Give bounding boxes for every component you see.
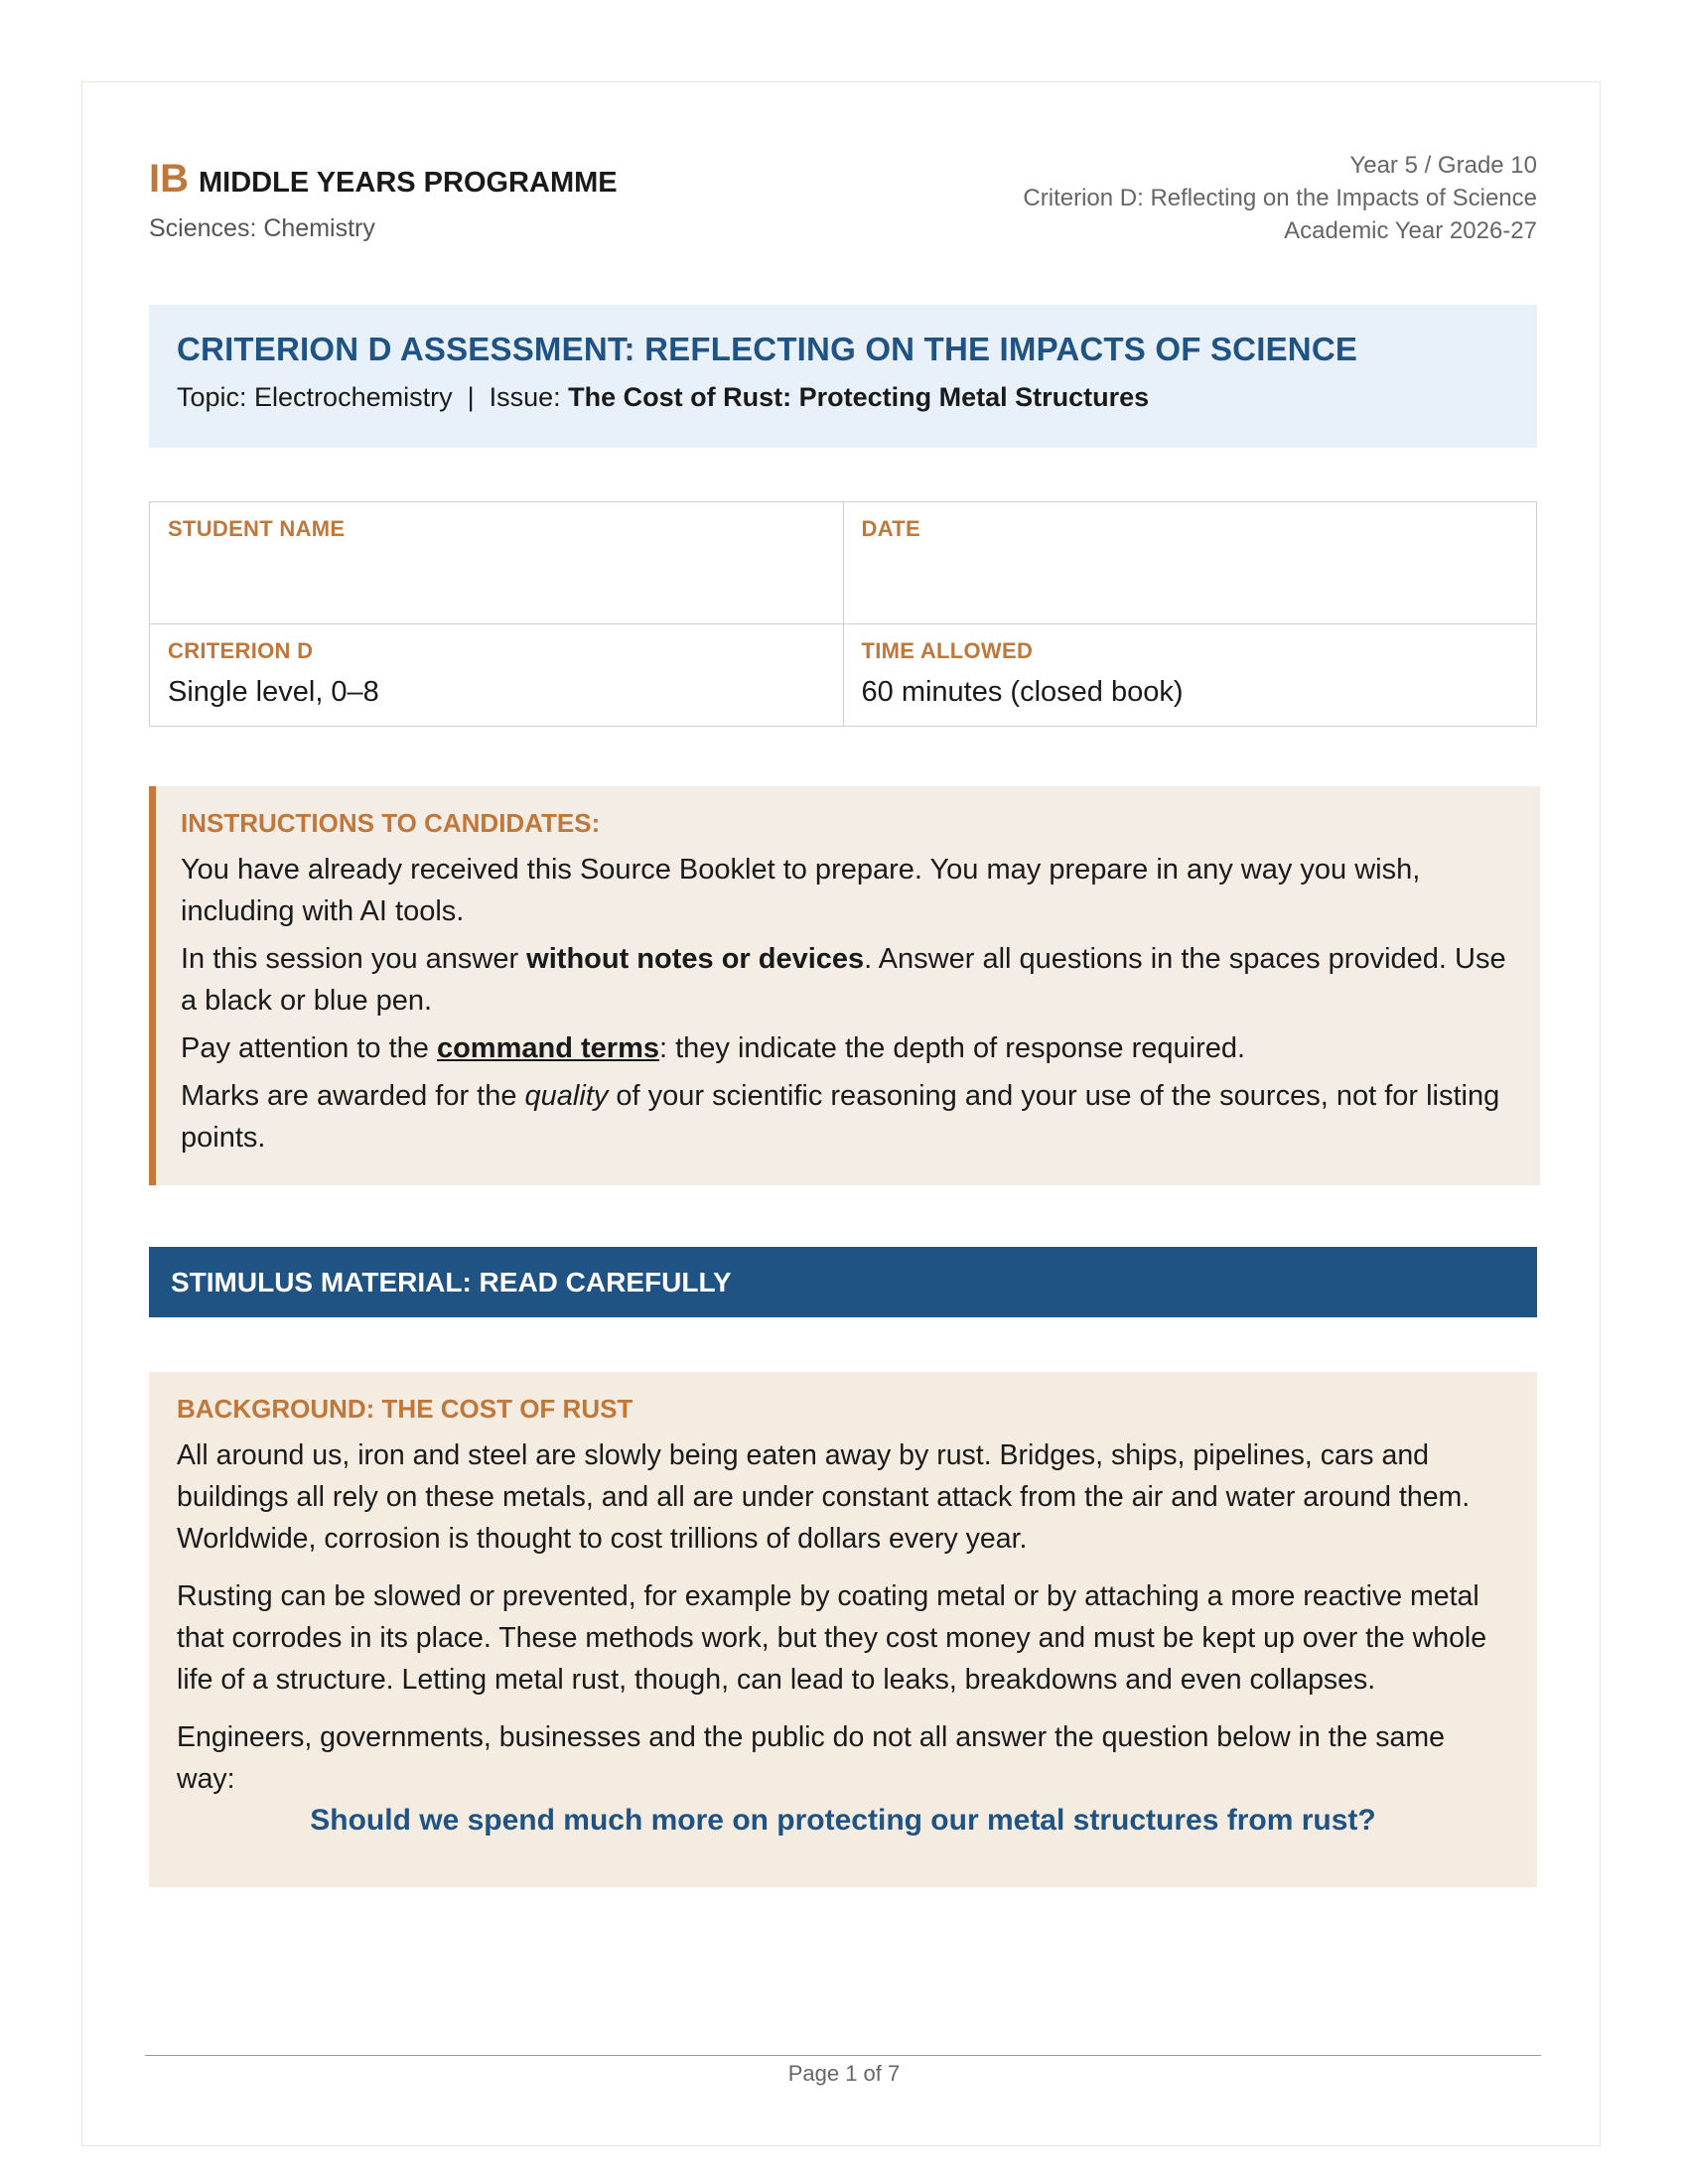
instruction-text: In this session you answer	[181, 943, 527, 975]
criterion-label: CRITERION D	[168, 638, 314, 663]
instruction-text: of your scientific reasoning and your use of the sources, not for listing points.	[181, 1080, 1500, 1154]
instruction-text: Marks are awarded for the	[181, 1080, 525, 1112]
background-paragraph: Rusting can be slowed or prevented, for example by coating metal or by attaching a more reactive metal that corrodes in its place. These methods work, but they cost money and must be kept up over the whole life of a structure. Letting metal rust, though, can lead to leaks, breakdowns and even collapses.	[177, 1580, 1487, 1696]
criterion-value: Single level, 0–8	[168, 676, 379, 708]
student-name-label: STUDENT NAME	[168, 516, 346, 541]
instruction-paragraph	[181, 938, 1516, 1022]
instruction-text: : they indicate the depth of response required.	[658, 1032, 1246, 1064]
stimulus-section-header	[149, 1247, 1537, 1317]
assessment-title: CRITERION D ASSESSMENT: REFLECTING ON THE IMPACTS OF SCIENCE	[177, 331, 1358, 367]
time-allowed-cell	[843, 624, 1537, 727]
date-label: DATE	[861, 516, 920, 541]
programme-brand	[149, 157, 618, 202]
command-terms-emphasis: command terms	[436, 1032, 659, 1064]
document-header	[149, 149, 1537, 258]
academic-year: Academic Year 2026-27	[1284, 217, 1537, 244]
instruction-paragraph	[181, 1027, 1516, 1069]
criterion-line: Criterion D: Reflecting on the Impacts of Science	[1023, 185, 1537, 211]
title-box	[149, 305, 1537, 448]
time-allowed-label: TIME ALLOWED	[861, 638, 1034, 663]
instructions-box	[149, 786, 1540, 1185]
criterion-cell	[150, 624, 844, 727]
header-meta	[1023, 149, 1537, 247]
time-allowed-value: 60 minutes (closed book)	[861, 676, 1184, 708]
instruction-emphasis: without notes or devices	[526, 943, 865, 975]
background-paragraph: All around us, iron and steel are slowly being eaten away by rust. Bridges, ships, pipelines, cars and buildings all rely on these metals, and all are under constant attack from the air and water around them. Worldwide, corrosion is thought to cost trillions of dollars every year.	[177, 1439, 1471, 1555]
instruction-paragraph: You have already received this Source Booklet to prepare. You may prepare in any way you wish, including with AI tools.	[181, 854, 1421, 927]
topic-line	[177, 382, 1509, 413]
instruction-text: . Answer all questions in the spaces provided. Use a black or blue pen.	[181, 943, 1506, 1017]
key-question: Should we spend much more on protecting our metal structures from rust?	[310, 1804, 1376, 1837]
instructions-heading: INSTRUCTIONS TO CANDIDATES:	[181, 808, 601, 838]
issue-title: The Cost of Rust: Protecting Metal Structures	[568, 382, 1150, 412]
instruction-text: Pay attention to the	[181, 1032, 437, 1064]
table-row	[150, 624, 1537, 727]
student-info-table	[149, 501, 1537, 727]
background-paragraph: Engineers, governments, businesses and the public do not all answer the question below in the same way:	[177, 1721, 1445, 1795]
page-number: Page 1 of 7	[787, 2061, 901, 2086]
subject-label: Sciences: Chemistry	[149, 214, 375, 242]
topic-prefix: Topic: Electrochemistry | Issue:	[177, 382, 569, 412]
year-grade: Year 5 / Grade 10	[1349, 152, 1537, 179]
footer-divider	[145, 2055, 1541, 2056]
date-cell[interactable]	[843, 502, 1537, 624]
ib-logo: IB	[149, 157, 189, 201]
stimulus-heading: STIMULUS MATERIAL: READ CAREFULLY	[171, 1266, 732, 1297]
instruction-paragraph	[181, 1075, 1516, 1159]
programme-name: MIDDLE YEARS PROGRAMME	[199, 167, 618, 199]
table-row	[150, 502, 1537, 624]
background-box	[149, 1372, 1537, 1887]
student-name-cell[interactable]	[150, 502, 844, 624]
background-heading: BACKGROUND: THE COST OF RUST	[177, 1394, 633, 1424]
quality-emphasis: quality	[524, 1080, 609, 1112]
